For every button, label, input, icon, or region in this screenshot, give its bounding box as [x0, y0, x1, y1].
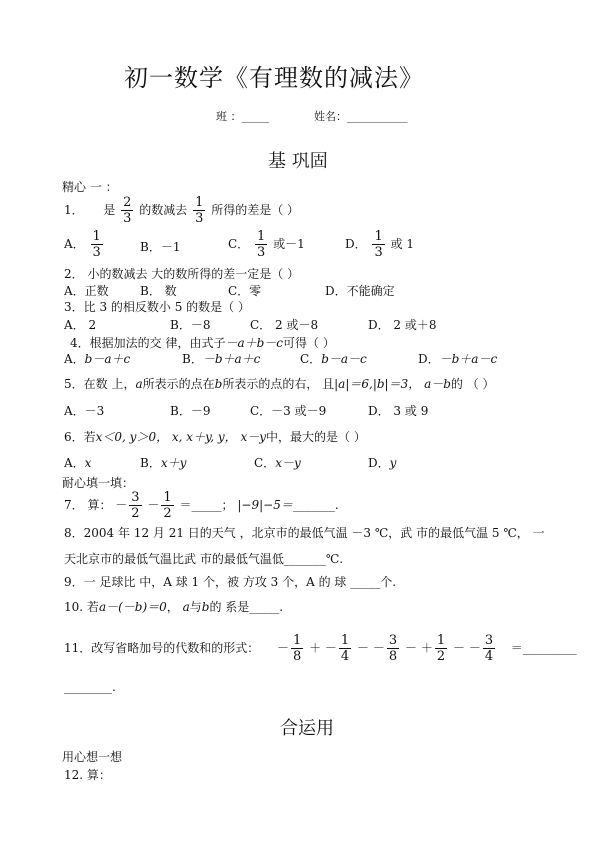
question-6: 6．若x＜0, y＞0， x, x＋y, y， x－y中，最大的是（ ） — [64, 430, 366, 444]
q1-option-d: D． $\frac{1}{3}$ 或 1 — [345, 229, 415, 260]
q2-option-c: C．零 — [228, 284, 262, 298]
question-10: 10. 若a－(－b)＝0， a与b的 系是_____. — [64, 600, 284, 614]
q4-option-c: C．b－a－c — [300, 352, 367, 366]
q3-option-c: C． 2 或－8 — [250, 318, 319, 332]
question-11: 11．改写省略加号的代数和的形式： － $\frac{1}{8}$ ＋ － $\frac{1}{4}$ － － $\frac{3}{8}$ － ＋ $\frac{1}{2}$ － － $\frac{3}{4}$ ＝_________ — [64, 633, 577, 664]
think-heading: 用心想一想 — [62, 750, 123, 764]
q1-num: 1． — [64, 203, 84, 217]
q4-option-d: D．－b＋a－c — [418, 352, 498, 366]
question-4: 4．根据加法的交 律，由式子－a＋b－c可得（ ） — [70, 336, 335, 350]
q2-option-b: B． 数 — [140, 284, 177, 298]
q1-pre: 是 — [103, 203, 116, 217]
q1-fraction-2: $\frac{1}{3}$ — [195, 195, 204, 226]
question-9: 9．一 足球比 中，A 球 1 个，被 方攻 3 个，A 的 球 _____个. — [64, 575, 397, 589]
question-8-line-2: 天北京市的最低气温比武 市的最低气温低_______℃. — [64, 552, 344, 566]
choice-heading: 精心 一 ： — [62, 180, 118, 194]
question-12: 12. 算： — [64, 768, 111, 782]
q5-option-d: D． 3 或 9 — [368, 404, 429, 418]
q6-option-b: B．x＋y — [140, 456, 187, 470]
q5-option-b: B．－9 — [170, 404, 211, 418]
q1-option-b: B．－1 — [140, 240, 181, 254]
section-comprehensive-heading: 合运用 — [280, 718, 334, 739]
question-2: 2． 小的数减去 大的数所得的差一定是（ ） — [64, 267, 300, 281]
name-label: 姓名：___________ — [314, 110, 408, 123]
q5-option-c: C．－3 或－9 — [250, 404, 327, 418]
q6-option-a: A．x — [64, 456, 92, 470]
q6-option-d: D．y — [368, 456, 397, 470]
question-8-line-1: 8．2004 年 12 月 21 日的天气 ，北京市的最低气温 －3 ℃，武 市的最低气温 5 ℃， 一 — [64, 526, 545, 540]
page-title: 初一数学《有理数的减法》 — [124, 64, 424, 92]
q3-option-a: A． 2 — [64, 318, 97, 332]
q1-option-c: C． $\frac{1}{3}$ 或－1 — [228, 229, 305, 260]
q1-mid: 的数减去 — [139, 203, 188, 217]
section-basic-heading: 基 巩固 — [268, 151, 328, 172]
q1-fraction-1: $\frac{2}{3}$ — [123, 195, 132, 226]
q6-option-c: C．x－y — [254, 456, 301, 470]
question-3: 3．比 3 的相反数小 5 的数是（ ） — [64, 300, 250, 314]
q3-option-d: D． 2 或＋8 — [368, 318, 437, 332]
q3-option-b: B．－8 — [170, 318, 211, 332]
fill-heading: 耐心填一填： — [62, 476, 135, 490]
question-1 — [64, 196, 299, 225]
question-5: 5．在数 上，a所表示的点在b所表示的点的右， 且|a|＝6,|b|＝3， a－b的 （ ） — [64, 377, 495, 391]
q4-option-a: A．b－a＋c — [64, 352, 131, 366]
q1-post: 所得的差是（ ） — [211, 203, 300, 217]
question-7: 7． 算： － $\frac{3}{2}$ － $\frac{1}{2}$ ＝_____； |−9|−5＝_______. — [64, 490, 339, 521]
q1-option-a: A． $\frac{1}{3}$ — [64, 229, 101, 260]
q5-option-a: A．－3 — [64, 404, 105, 418]
class-label: 班 ：_____ — [216, 110, 269, 123]
question-11-line-2: ________. — [64, 680, 116, 694]
q2-option-d: D．不能确定 — [325, 284, 395, 298]
q4-option-b: B．－b＋a＋c — [182, 352, 261, 366]
q2-option-a: A．正数 — [64, 284, 109, 298]
